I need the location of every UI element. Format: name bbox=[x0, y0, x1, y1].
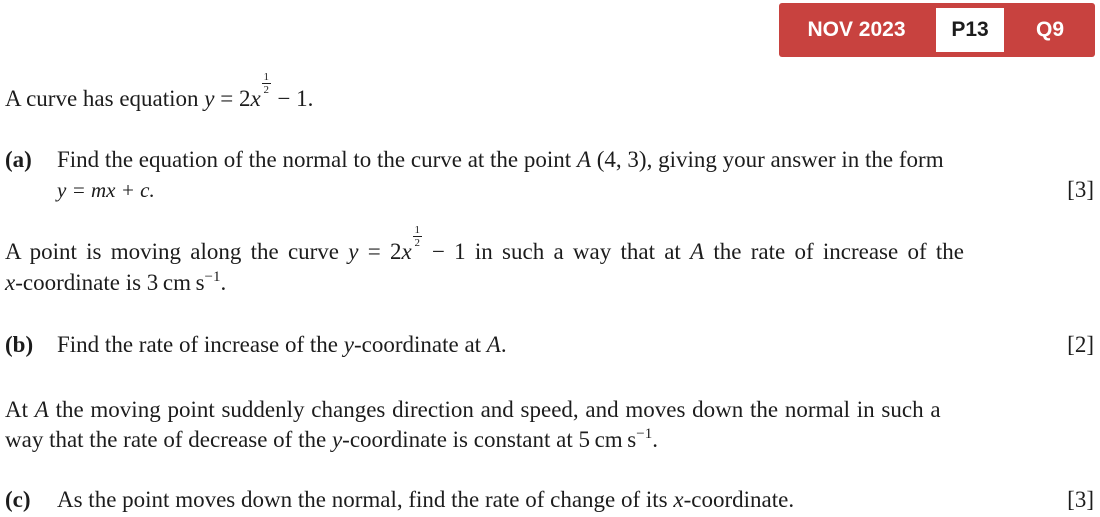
part-c-label: (c) bbox=[5, 487, 31, 512]
change-statement-line1: At A the moving point suddenly changes direction and speed, and moves down the normal in such a bbox=[5, 397, 941, 422]
part-a-marks: [3] bbox=[1067, 177, 1094, 202]
paper-label: P13 bbox=[936, 8, 1004, 52]
part-a-form: y = mx + c. bbox=[57, 178, 155, 202]
part-c-question: As the point moves down the normal, find the rate of change of its x-coordinate. bbox=[57, 487, 795, 512]
session-label: NOV 2023 bbox=[807, 18, 906, 41]
part-a-question: Find the equation of the normal to the curve at the point A (4, 3), giving your answer in the form bbox=[57, 147, 944, 172]
part-c bbox=[5, 485, 31, 515]
fractional-exponent: 1 2 bbox=[263, 71, 269, 96]
motion-statement-line2: x-coordinate is 3 cm $s^{-1}$. bbox=[5, 269, 227, 295]
part-c-marks: [3] bbox=[1067, 487, 1094, 512]
part-b-question: Find the rate of increase of the y-coordinate at A. bbox=[57, 332, 507, 357]
question-number-label: Q9 bbox=[1035, 18, 1064, 41]
part-b-label: (b) bbox=[5, 332, 34, 357]
part-a-label: (a) bbox=[5, 147, 32, 172]
curve-equation-statement: A curve has equation y = 2x 1 2 − 1. bbox=[5, 71, 314, 111]
question-badge bbox=[779, 3, 1095, 57]
change-statement-line2: way that the rate of decrease of the y-coordinate is constant at 5 cm $s^{-1}$. bbox=[5, 426, 658, 452]
motion-statement-line1: A point is moving along the curve y = 2x 1 2 − 1 in such a way that at A the rate of increase of the bbox=[5, 224, 964, 264]
part-b-marks: [2] bbox=[1067, 332, 1094, 357]
part-a bbox=[5, 145, 32, 175]
part-b bbox=[5, 330, 33, 360]
